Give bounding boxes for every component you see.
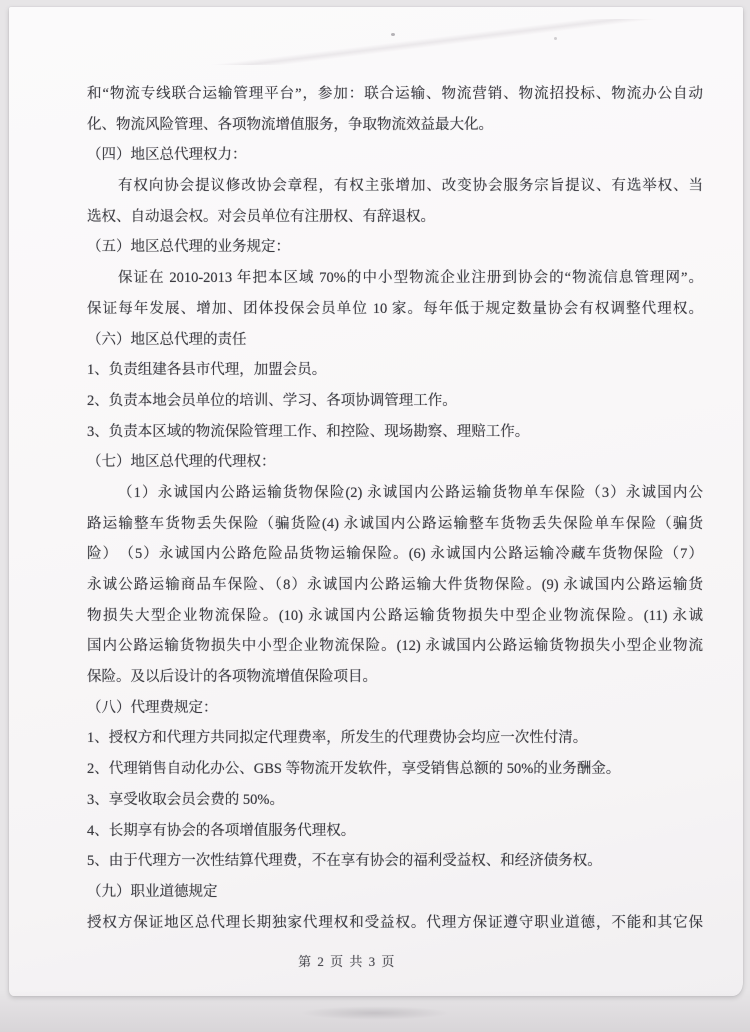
page-number-footer: 第 2 页 共 3 页 xyxy=(298,954,396,969)
document-line: 保险。及以后设计的各项物流增值保险项目。 xyxy=(87,669,377,686)
document-line: 3、负责本区域的物流保险管理工作、和控险、现场勘察、理赔工作。 xyxy=(87,423,530,440)
document-line: 国内公路运输货物损失中小型企业物流保险。(12) 永诚国内公路运输货物损失小型企业物流 xyxy=(87,638,703,655)
document-line: 5、由于代理方一次性结算代理费，不在享有协会的福利受益权、和经济债务权。 xyxy=(87,853,602,870)
document-line: 保证在 2010-2013 年把本区域 70%的中小型物流企业注册到协会的“物流信息管理网”。 xyxy=(118,270,703,287)
document-line: 化、物流风险管理、各项物流增值服务，争取物流效益最大化。 xyxy=(87,116,493,133)
scan-speck xyxy=(391,33,395,36)
document-line: 4、长期享有协会的各项增值服务代理权。 xyxy=(87,822,356,839)
document-line: 2、代理销售自动化办公、GBS 等物流开发软件，享受销售总额的 50%的业务酬金。 xyxy=(87,761,621,778)
document-line: 3、享受收取会员会费的 50%。 xyxy=(87,791,284,808)
scan-crease-artifact xyxy=(139,19,729,65)
scanner-bed-shadow xyxy=(0,990,750,1032)
document-line: 1、负责组建各县市代理，加盟会员。 xyxy=(87,362,327,379)
document-line: 保证每年发展、增加、团体投保会员单位 10 家。每年低于规定数量协会有权调整代理权。 xyxy=(87,300,703,317)
document-line: （四）地区总代理权力： xyxy=(87,147,247,164)
document-line: 险） （5）永诚国内公路危险品货物运输保险。(6) 永诚国内公路运输冷藏车货物保险（7） xyxy=(87,546,703,563)
document-line: 永诚公路运输商品车保险、（8）永诚国内公路运输大件货物保险。(9) 永诚国内公路运输货 xyxy=(87,577,703,593)
document-line: 2、负责本地会员单位的培训、学习、各项协调管理工作。 xyxy=(87,392,457,409)
document-line: 选权、自动退会权。对会员单位有注册权、有辞退权。 xyxy=(87,208,435,225)
scan-smudge-artifact xyxy=(300,1006,450,1020)
document-line: （五）地区总代理的业务规定： xyxy=(87,239,290,256)
document-line: 物损失大型企业物流保险。(10) 永诚国内公路运输货物损失中型企业物流保险。(11) 永诚 xyxy=(87,607,703,624)
document-line: （九）职业道德规定 xyxy=(87,883,218,900)
document-line: 路运输整车货物丢失保险（骗货险(4) 永诚国内公路运输整车货物丢失保险单车保险（骗货 xyxy=(87,515,703,532)
document-line: 1、授权方和代理方共同拟定代理费率，所发生的代理费协会均应一次性付清。 xyxy=(87,730,588,747)
document-line: 有权向协会提议修改协会章程，有权主张增加、改变协会服务宗旨提议、有选举权、当 xyxy=(118,178,703,195)
document-line: （七）地区总代理的代理权： xyxy=(87,454,276,471)
scan-speck xyxy=(554,37,557,40)
document-line: （1）永诚国内公路运输货物保险(2) 永诚国内公路运输货物单车保险（3）永诚国内公 xyxy=(118,484,703,501)
document-line: （八）代理费规定： xyxy=(87,699,218,716)
document-line: （六）地区总代理的责任 xyxy=(87,331,247,348)
document-line: 和“物流专线联合运输管理平台”，参加：联合运输、物流营销、物流招投标、物流办公自动 xyxy=(87,86,703,102)
document-body xyxy=(87,79,703,938)
document-line: 授权方保证地区总代理长期独家代理权和受益权。代理方保证遵守职业道德，不能和其它保 xyxy=(87,914,703,931)
